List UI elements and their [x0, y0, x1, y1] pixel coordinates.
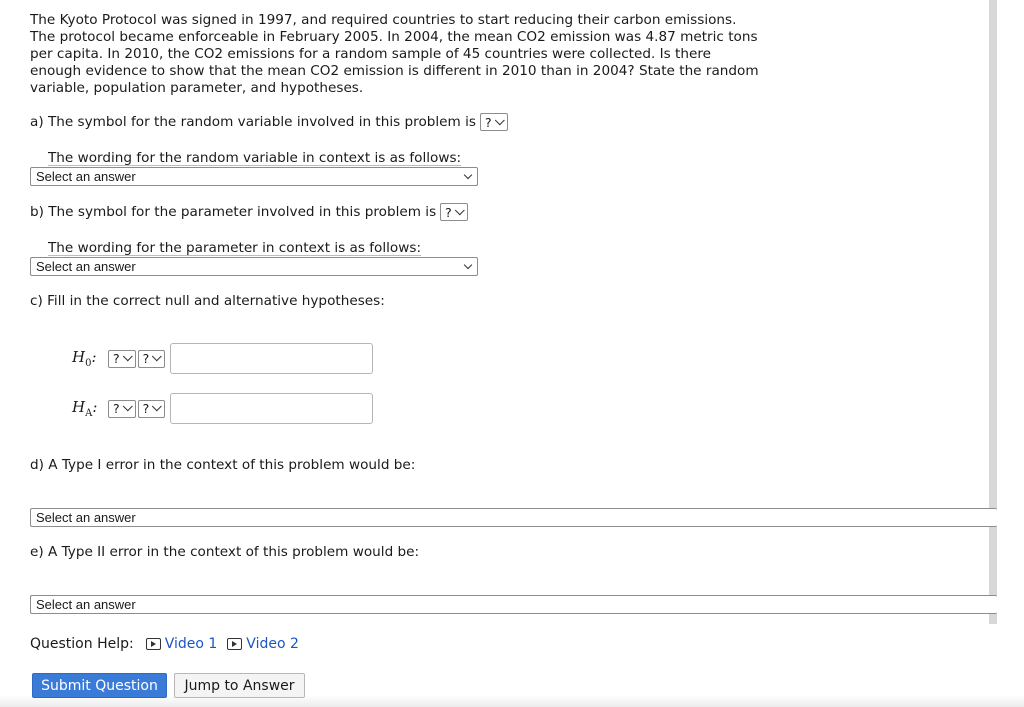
part-a-wording-label: The wording for the random variable in context is as follows:	[48, 150, 462, 166]
chevron-down-icon	[122, 351, 132, 361]
question-help-label: Question Help:	[30, 636, 134, 652]
alternative-hypothesis-parameter-select[interactable]: ?	[108, 400, 136, 418]
play-icon	[146, 638, 161, 650]
part-a-prompt: a) The symbol for the random variable involved in this problem is	[30, 114, 476, 130]
alternative-hypothesis-row	[72, 393, 373, 424]
chevron-down-icon	[455, 205, 465, 215]
random-variable-wording-select[interactable]: Select an answer	[30, 167, 478, 186]
parameter-symbol-select[interactable]: ?	[440, 203, 468, 221]
part-d-prompt: d) A Type I error in the context of this problem would be:	[30, 457, 416, 473]
parameter-wording-select[interactable]: Select an answer	[30, 257, 478, 276]
chevron-down-icon	[464, 171, 472, 179]
part-e-prompt: e) A Type II error in the context of this problem would be:	[30, 544, 420, 560]
video-1-link[interactable]: Video 1	[146, 636, 218, 652]
part-b-wording-label: The wording for the parameter in context is as follows:	[48, 240, 422, 256]
random-variable-symbol-select[interactable]: ?	[480, 113, 508, 131]
part-a-row	[30, 113, 508, 131]
null-hypothesis-operator-select[interactable]: ?	[138, 350, 166, 368]
chevron-down-icon	[152, 351, 162, 361]
alternative-hypothesis-operator-select[interactable]: ?	[138, 400, 166, 418]
null-hypothesis-row	[72, 343, 373, 374]
play-icon	[227, 638, 242, 650]
chevron-down-icon	[464, 261, 472, 269]
null-hypothesis-label: $H_0$:	[72, 348, 97, 369]
type-two-error-select[interactable]: Select an answer	[30, 595, 997, 614]
null-hypothesis-value-input[interactable]	[170, 343, 373, 374]
part-b-prompt: b) The symbol for the parameter involved in this problem is	[30, 204, 437, 220]
null-hypothesis-parameter-select[interactable]: ?	[108, 350, 136, 368]
alternative-hypothesis-label: $H_A$:	[72, 398, 98, 419]
part-b-row	[30, 203, 468, 221]
jump-to-answer-button[interactable]: Jump to Answer	[174, 673, 305, 698]
part-c-prompt: c) Fill in the correct null and alternative hypotheses:	[30, 293, 385, 309]
scrollbar-track[interactable]	[989, 0, 997, 624]
problem-statement: The Kyoto Protocol was signed in 1997, and required countries to start reducing their carbon emissions. The protocol became enforceable in February 2005. In 2004, the mean CO2 emission was 4.87 metric tons per capita. In 2010, the CO2 emissions for a random sample of 45 countries were collected. Is there enough evidence to show that the mean CO2 emission is different in 2010 than in 2004? State the random variable, population parameter, and hypotheses.	[30, 12, 759, 96]
submit-question-button[interactable]: Submit Question	[32, 673, 167, 698]
chevron-down-icon	[152, 401, 162, 411]
chevron-down-icon	[494, 115, 504, 125]
chevron-down-icon	[122, 401, 132, 411]
alternative-hypothesis-value-input[interactable]	[170, 393, 373, 424]
question-help	[30, 636, 299, 652]
video-2-link[interactable]: Video 2	[227, 636, 299, 652]
type-one-error-select[interactable]: Select an answer	[30, 508, 997, 527]
